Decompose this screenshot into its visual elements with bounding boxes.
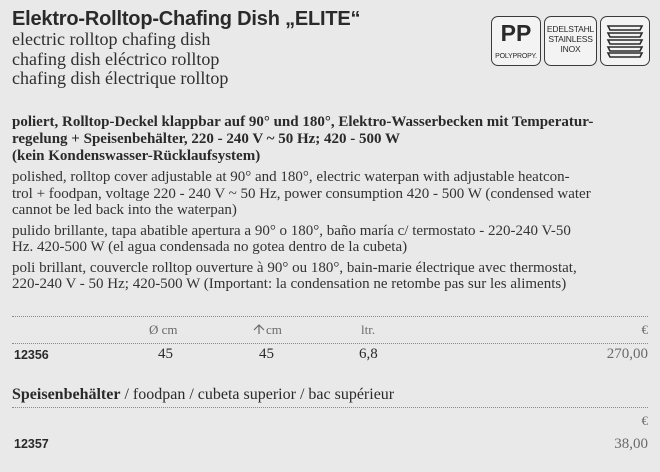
description-es-line: pulido brillante, tapa abatible apertura a 90° o 180°, baño maría c/ termostato - 220-240 V-50 (12, 222, 571, 239)
article-number: 12356 (14, 348, 49, 362)
description-de-line: regelung + Speisenbehälter, 220 - 240 V ~ 50 Hz; 420 - 500 W (12, 131, 401, 147)
accessory-title (12, 386, 394, 404)
stainless-steel-badge (544, 16, 597, 66)
product-title-de: Elektro-Rolltop-Chafing Dish „ELITE“ (12, 8, 361, 30)
product-title-fr: chafing dish électrique rolltop (12, 68, 229, 88)
stacked-trays-icon (605, 22, 645, 60)
description-de-line: poliert, Rolltop-Deckel klappbar auf 90° und 180°, Elektro-Wasserbecken mit Temperatur- (12, 114, 594, 130)
description-en-line: polished, rolltop cover adjustable at 90° and 180°, electric waterpan with adjustable heatcon- (12, 169, 570, 185)
table-header (12, 317, 648, 343)
description-de (12, 114, 652, 165)
accessory-title-de: Speisenbehälter (12, 386, 121, 403)
divider (12, 407, 648, 408)
accessory-title-translations: / foodpan / cubeta superior / bac supérieur (120, 386, 395, 403)
diameter-value: 45 (158, 346, 173, 362)
description-fr-line: poli brillant, couvercle rolltop ouverture à 90° ou 180°, bain-marie électrique avec thermostat, (12, 259, 577, 276)
steel-label-fr: INOX (560, 44, 581, 54)
accessory-currency-header: € (641, 413, 648, 428)
height-header-label: cm (266, 322, 282, 337)
steel-label-de: EDELSTAHL (546, 24, 595, 34)
description-en-line: trol + foodpan, voltage 220 - 240 V ~ 50 Hz, power consumption 420 - 500 W (condensed water (12, 185, 591, 202)
diameter-header: Ø cm (149, 322, 178, 337)
accessory-price: 38,00 (614, 436, 648, 452)
table-row (12, 344, 648, 366)
product-title-en: electric rolltop chafing dish (12, 29, 211, 49)
product-description (12, 114, 652, 293)
height-arrow-icon (252, 324, 266, 335)
volume-value: 6,8 (359, 346, 378, 362)
product-titles (12, 8, 492, 89)
description-es (12, 223, 652, 256)
description-de-line: (kein Kondenswasser-Rücklaufsystem) (12, 148, 261, 164)
volume-header: ltr. (361, 322, 376, 337)
accessory-article-number: 12357 (14, 437, 49, 451)
stacked-trays-icon (600, 16, 650, 66)
steel-label-en: STAINLESS (548, 34, 593, 44)
description-en (12, 169, 652, 219)
product-title-es: chafing dish eléctrico rolltop (12, 48, 220, 69)
description-en-line: cannot be led back into the waterpan) (12, 202, 237, 218)
height-header (252, 322, 282, 338)
height-value: 45 (259, 346, 274, 362)
description-fr-line: 220-240 V - 50 Hz; 420-500 W (Important: la condensation ne retombe pas sur les aliments) (12, 276, 567, 292)
description-es-line: Hz. 420-500 W (el agua condensada no gotea dentro de la cubeta) (12, 239, 408, 255)
article-table (12, 316, 648, 366)
polypropylene-badge (491, 16, 541, 66)
price-value: 270,00 (606, 346, 648, 362)
currency-header: € (641, 322, 648, 337)
pp-label: PP (500, 20, 532, 46)
pp-sublabel: POLYPROPY. (495, 53, 537, 60)
description-fr (12, 260, 652, 293)
